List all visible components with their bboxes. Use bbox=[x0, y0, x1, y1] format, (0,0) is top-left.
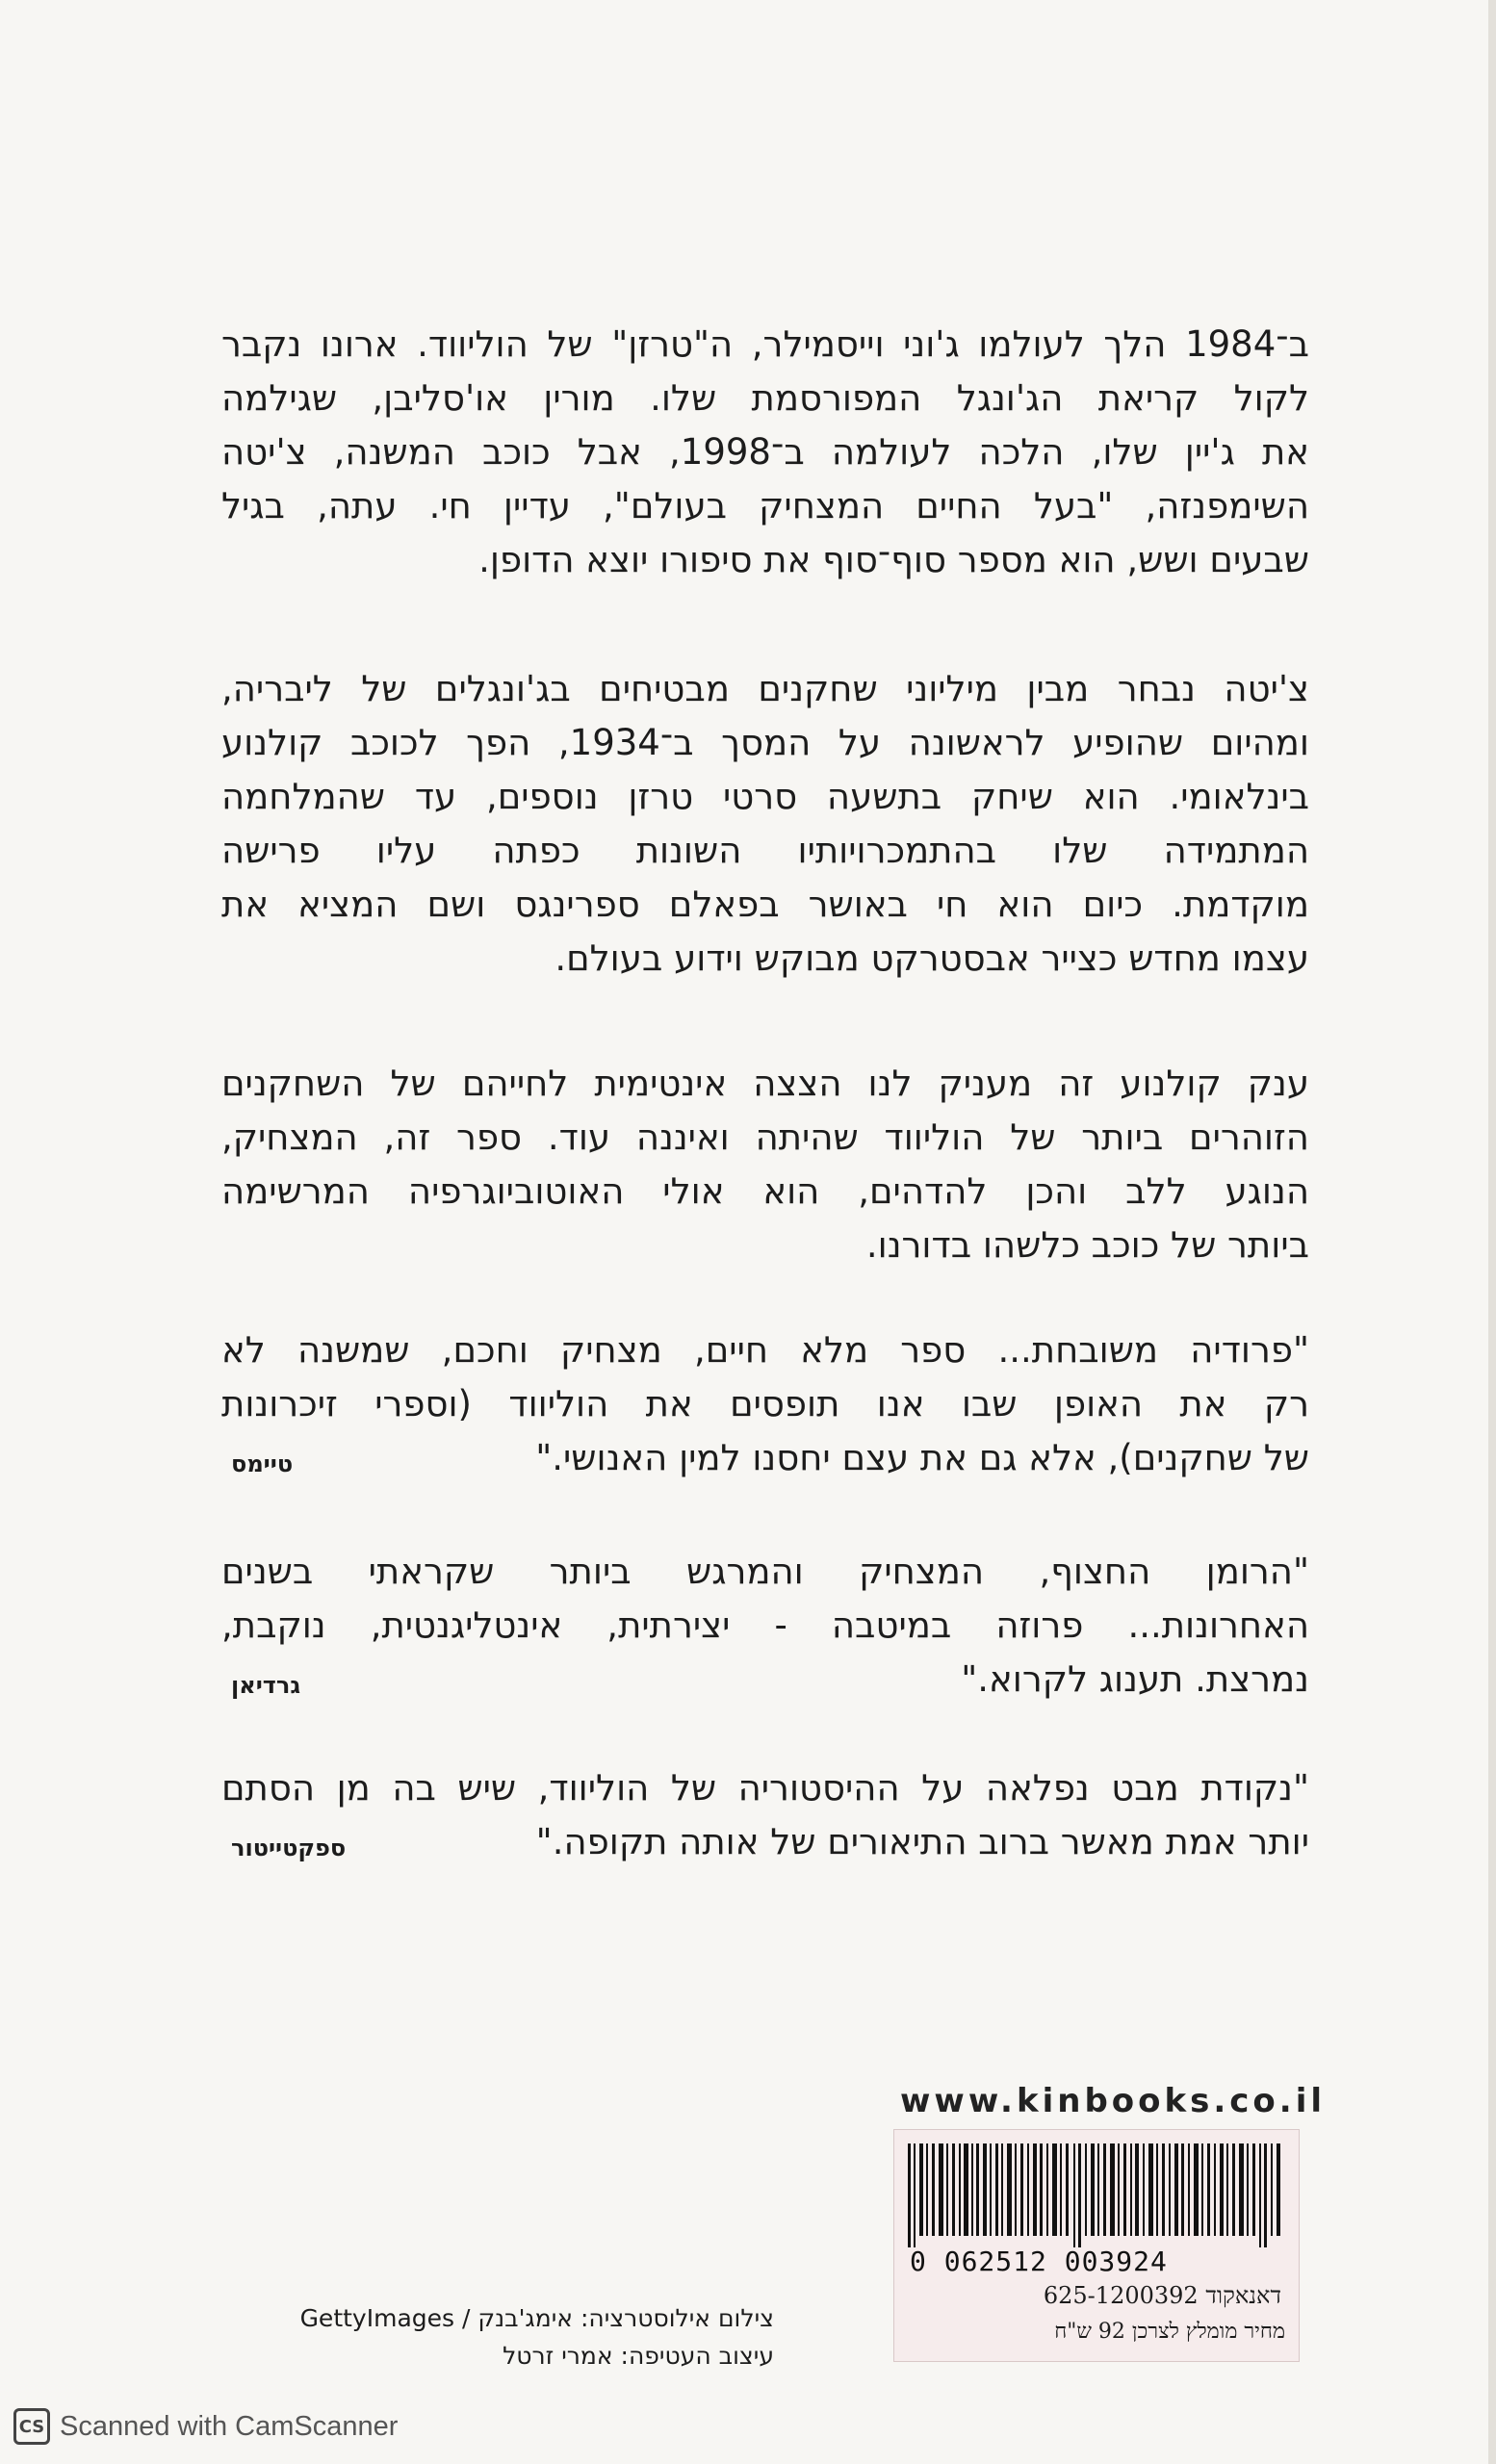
blurb-paragraph-3 bbox=[221, 1057, 1309, 1272]
barcode-number: 0 062512 003924 bbox=[910, 2246, 1168, 2277]
text-line: השימפנזה, "בעל החיים המצחיק בעולם", עדיין חי. עתה, בגיל bbox=[221, 485, 1309, 526]
quote-source: טיימס bbox=[231, 1450, 294, 1477]
text-line: בינלאומי. הוא שיחק בתשעה סרטי טרזן נוספים, עד שהמלחמה bbox=[221, 776, 1309, 817]
text-line: צ'יטה נבחר מבין מיליוני שחקנים מבטיחים בג'ונגלים של ליבריה, bbox=[221, 668, 1309, 709]
design-credit: עיצוב העטיפה: אמרי זרטל bbox=[503, 2342, 774, 2370]
scanner-watermark bbox=[0, 2402, 674, 2451]
page-edge bbox=[1488, 0, 1496, 2464]
quote-line: "הרומן החצוף, המצחיק והמרגש ביותר שקראתי בשנים bbox=[221, 1551, 1309, 1592]
barcode-icon bbox=[908, 2143, 1283, 2247]
text-line: מוקדמת. כיום הוא חי באושר בפאלם ספרינגס ושם המציא את bbox=[221, 884, 1309, 925]
quote-source: ספקטייטור bbox=[231, 1835, 347, 1861]
quote-line: "נקודת מבט נפלאה על ההיסטוריה של הוליווד, שיש בה מן הסתם bbox=[221, 1767, 1309, 1809]
text-line: ומהיום שהופיע לראשונה על המסך ב־1934, הפך לכוכב קולנוע bbox=[221, 722, 1309, 763]
review-quote-1 bbox=[221, 1323, 1309, 1485]
review-quote-2 bbox=[221, 1545, 1309, 1707]
quote-line: רק את האופן שבו אנו תופסים את הוליווד (וספרי זיכרונות bbox=[221, 1383, 1309, 1424]
quote-line: נמרצת. תענוג לקרוא." bbox=[961, 1658, 1309, 1700]
text-line: הזוהרים ביותר של הוליווד שהיתה ואיננה עוד. ספר זה, המצחיק, bbox=[221, 1116, 1309, 1158]
text-line: את ג'יין שלו, הלכה לעולמה ב־1998, אבל כוכב המשנה, צ'יטה bbox=[221, 431, 1310, 473]
text-line: ביותר של כוכב כלשהו בדורנו. bbox=[865, 1224, 1309, 1266]
quote-line: "פרודיה משובחת... ספר מלא חיים, מצחיק וחכם, שמשנה לא bbox=[221, 1329, 1309, 1371]
photo-credit: צילום אילוסטרציה: אימג'בנק / GettyImages bbox=[299, 2304, 774, 2332]
text-line: ב־1984 הלך לעולמו ג'וני וייסמילר, ה"טרזן" של הוליווד. ארונו נקבר bbox=[221, 323, 1309, 365]
quote-line: יותר אמת מאשר ברוב התיאורים של אותה תקופה." bbox=[535, 1821, 1309, 1862]
publisher-website: www.kinbooks.co.il bbox=[900, 2082, 1326, 2120]
quote-source: גרדיאן bbox=[231, 1672, 301, 1699]
text-line: המתמידה שלו בהתמכרויותיו השונות כפתה עליו פרישה bbox=[221, 830, 1309, 871]
quote-line: האחרונות... פרוזה במיטבה - יצירתית, אינטליגנטית, נוקבת, bbox=[221, 1604, 1309, 1646]
text-line: שבעים ושש, הוא מספר סוף־סוף את סיפורו יוצא הדופן. bbox=[478, 539, 1309, 580]
blurb-paragraph-1 bbox=[221, 318, 1309, 587]
blurb-paragraph-2 bbox=[221, 662, 1309, 986]
barcode-code: דאנאקוד 625-1200392 bbox=[1043, 2282, 1281, 2309]
text-line: ענק קולנוע זה מעניק לנו הצצה אינטימית לחייהם של השחקנים bbox=[221, 1063, 1309, 1104]
barcode-label bbox=[893, 2129, 1300, 2362]
review-quote-3 bbox=[221, 1761, 1309, 1869]
text-line: לקול קריאת הג'ונגל המפורסמת שלו. מורין או'סליבן, שגילמה bbox=[221, 377, 1309, 419]
price-label: מחיר מומלץ לצרכן 92 ש"ח bbox=[1054, 2320, 1285, 2344]
text-line: הנוגע ללב והכן להדהים, הוא אולי האוטוביוגרפיה המרשימה bbox=[221, 1170, 1309, 1212]
scanner-text: Scanned with CamScanner bbox=[60, 2410, 399, 2442]
camscanner-logo-icon: CS bbox=[13, 2408, 50, 2445]
text-line: עצמו מחדש כצייר אבסטרקט מבוקש וידוע בעולם. bbox=[555, 937, 1309, 979]
quote-line: של שחקנים), אלא גם את עצם יחסנו למין האנושי." bbox=[535, 1437, 1309, 1478]
